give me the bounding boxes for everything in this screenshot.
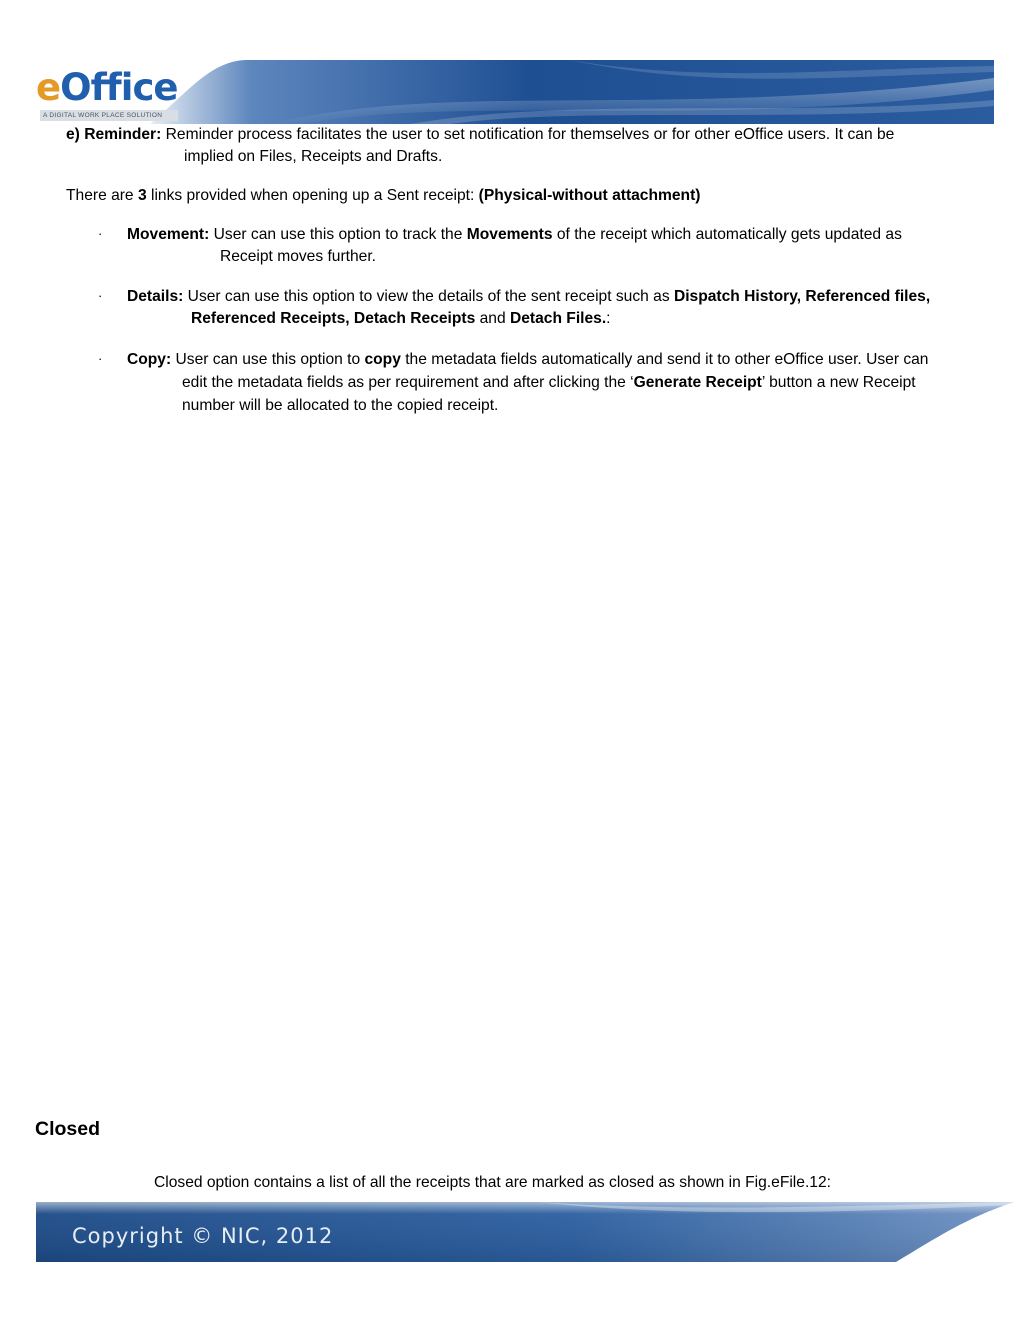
reminder-line-2: implied on Files, Receipts and Drafts. [184,148,443,165]
details-label: Details: [127,288,184,305]
details-line-2 [191,308,611,330]
intro-mid: links provided when opening up a Sent receipt: [146,187,479,204]
copy-text-1: User can use this option to [171,351,365,368]
copy-line-2 [182,372,916,394]
movement-text-2: of the receipt which automatically gets updated as [552,226,902,243]
footer-copyright: Copyright © NIC, 2012 [72,1224,334,1248]
copy-bold: copy [364,351,401,368]
logo-letter-e: e [36,66,61,109]
logo-globe-o: O [60,66,91,109]
logo-letters-ffice: ffice [90,66,178,109]
details-text-2: and [475,310,510,327]
movement-text-1: User can use this option to track the [209,226,467,243]
copy-line-2-pre: edit the metadata fields as per requirement and after clicking the ‘ [182,374,634,391]
closed-description: Closed option contains a list of all the receipts that are marked as closed as shown in Fig.eFile.12: [154,1174,831,1191]
copy-line-2-post: ’ button a new Receipt [761,374,916,391]
movement-bold: Movements [466,226,553,243]
reminder-text: Reminder process facilitates the user to set notification for themselves or for other eOffice users. It can be [161,126,895,143]
movement-line-2: Receipt moves further. [220,248,377,265]
reminder-line-1 [66,124,894,146]
intro-pre: There are [66,187,138,204]
reminder-label: e) Reminder: [66,126,162,143]
movement-label: Movement: [127,226,210,243]
details-line-1 [127,286,930,308]
intro-count: 3 [137,187,147,204]
logo-tagline: A DIGITAL WORK PLACE SOLUTION [40,110,178,121]
copy-line-3: number will be allocated to the copied receipt. [182,397,499,414]
details-text-1: User can use this option to view the details of the sent receipt such as [183,288,674,305]
details-bold-3: Detach Files. [509,310,607,327]
intro-bold: (Physical-without attachment) [478,187,701,204]
copy-text-2: the metadata fields automatically and send it to other eOffice user. User can [400,351,929,368]
closed-heading: Closed [35,1118,101,1140]
bullet-dot-details: · [98,288,103,303]
copy-label: Copy: [127,351,172,368]
details-bold-1: Dispatch History, Referenced files, [673,288,931,305]
header-banner [150,60,994,124]
generate-receipt-bold: Generate Receipt [633,374,762,391]
links-intro [66,185,700,207]
movement-line-1 [127,224,902,246]
eoffice-logo [36,68,186,124]
logo-wordmark [36,68,177,108]
bullet-dot-copy: · [98,351,103,366]
copy-line-1 [127,349,928,371]
bullet-dot-movement: · [98,226,103,241]
details-bold-2: Referenced Receipts, Detach Receipts [191,310,476,327]
details-text-3: : [606,310,611,327]
